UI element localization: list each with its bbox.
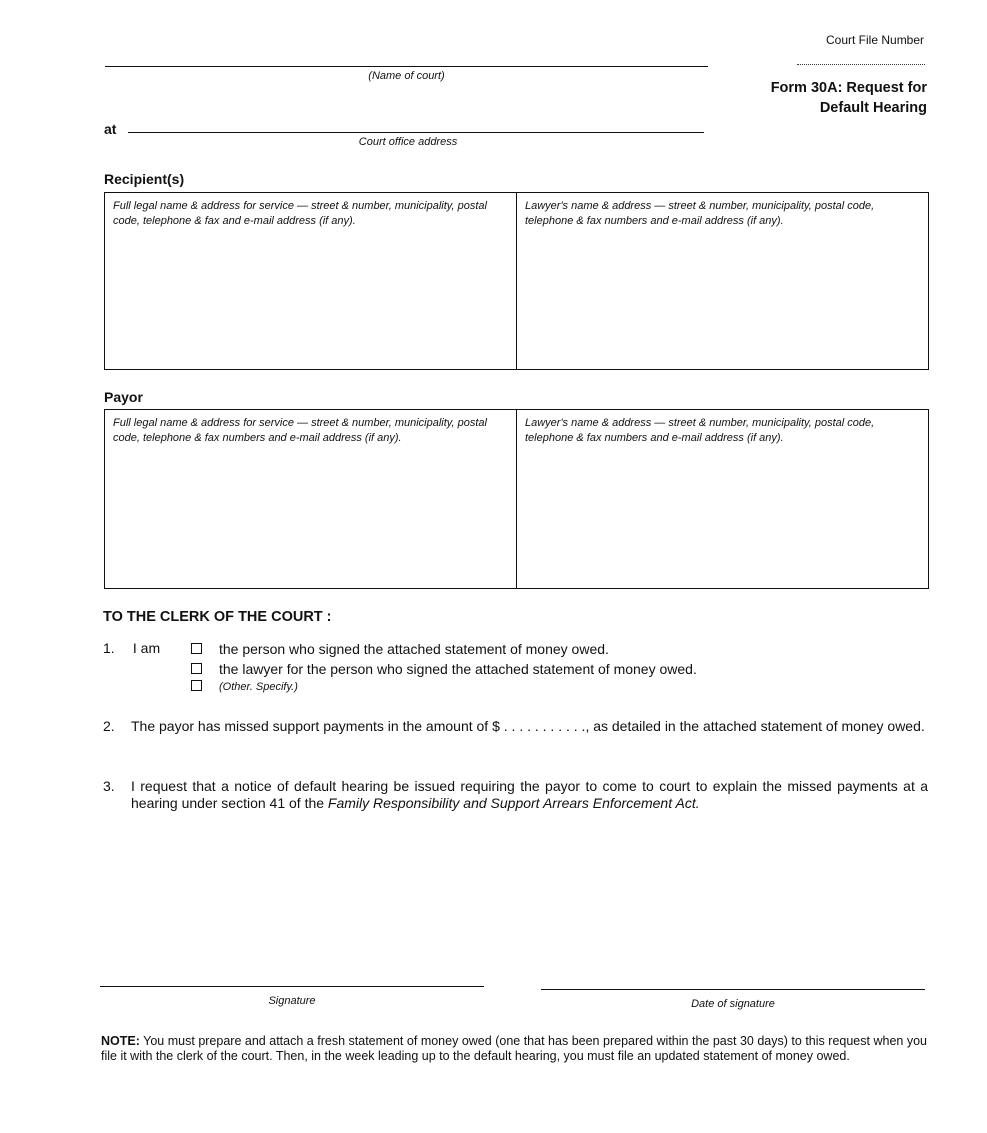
option-other[interactable]: [191, 680, 298, 693]
item-2: [103, 718, 928, 735]
payor-lawyer-cell[interactable]: Lawyer's name & address — street & number, municipality, postal code, telephone & fax numbers and e-mail address (if any).: [516, 410, 928, 588]
note-text: You must prepare and attach a fresh statement of money owed (one that has been prepared within the past 30 days) to this request when you file it with the clerk of the court. Then, in the week leading up to the default hearing, you must file an updated statement of money owed.: [101, 1034, 927, 1063]
court-file-number-label: Court File Number: [826, 33, 925, 47]
payor-address-cell[interactable]: Full legal name & address for service — street & number, municipality, postal code, telephone & fax numbers and e-mail address (if any).: [113, 417, 487, 444]
recipient-address-cell[interactable]: Full legal name & address for service — street & number, municipality, postal code, telephone & fax and e-mail address (if any).: [113, 200, 487, 227]
item-3-act-name: Family Responsibility and Support Arrears Enforcement Act.: [327, 795, 700, 811]
court-file-number-field[interactable]: [797, 64, 925, 65]
option-person-signed-label: the person who signed the attached statement of money owed.: [219, 641, 609, 657]
item-3: [103, 778, 928, 812]
form-title: [771, 78, 927, 118]
item-2-text: The payor has missed support payments in the amount of $ . . . . . . . . . . ., as detailed in the attached statement of money owed.: [131, 718, 925, 734]
payor-table: [104, 409, 929, 589]
payor-heading: Payor: [104, 389, 143, 405]
at-label: at: [104, 121, 117, 137]
item-3-number: 3.: [103, 778, 115, 794]
item-1: [103, 640, 160, 657]
clerk-heading: TO THE CLERK OF THE COURT :: [103, 609, 332, 625]
date-of-signature-field[interactable]: [541, 989, 925, 990]
option-lawyer[interactable]: [191, 661, 697, 677]
signature-field[interactable]: [100, 986, 484, 987]
checkbox-person-signed[interactable]: [191, 643, 202, 654]
name-of-court-caption: (Name of court): [368, 70, 445, 82]
checkbox-other[interactable]: [191, 680, 202, 691]
recipients-heading: Recipient(s): [104, 171, 185, 187]
form-title-line2: Default Hearing: [819, 100, 927, 116]
signature-caption: Signature: [268, 995, 316, 1007]
item-3-text-main: I request that a notice of default hearing be issued requiring the payor to come to court to explain the missed payments at a hearing under section 41 of the: [131, 778, 928, 811]
note-paragraph: [101, 1034, 927, 1064]
item-1-lead: I am: [132, 640, 161, 656]
recipient-lawyer-cell[interactable]: Lawyer's name & address — street & number, municipality, postal code, telephone & fax numbers and e-mail address (if any).: [516, 193, 928, 369]
item-1-number: 1.: [103, 640, 115, 656]
item-3-text: [131, 778, 928, 812]
court-office-address-field[interactable]: [128, 132, 704, 133]
name-of-court-field[interactable]: [105, 66, 708, 67]
option-lawyer-label: the lawyer for the person who signed the attached statement of money owed.: [219, 661, 697, 677]
court-office-address-caption: Court office address: [358, 136, 458, 148]
form-title-line1: Form 30A: Request for: [770, 80, 927, 96]
date-of-signature-caption: Date of signature: [691, 998, 775, 1010]
recipients-table: [104, 192, 929, 370]
checkbox-lawyer[interactable]: [191, 663, 202, 674]
option-person-signed[interactable]: [191, 641, 609, 657]
option-other-label: (Other. Specify.): [219, 681, 298, 693]
item-2-number: 2.: [103, 718, 115, 734]
note-label: NOTE:: [101, 1034, 140, 1048]
